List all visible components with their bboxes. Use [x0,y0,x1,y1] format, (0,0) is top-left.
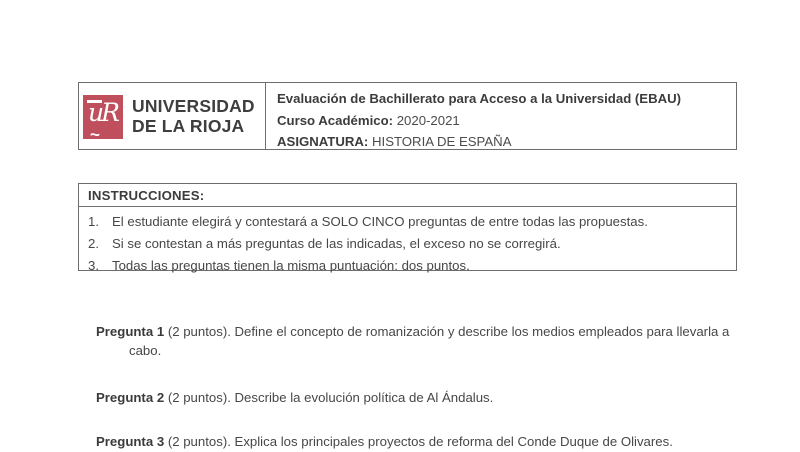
exam-header-box [78,82,737,150]
instructions-list [79,207,736,273]
question-2 [96,389,746,408]
question-text: (2 puntos). Describe la evolución política de Al Ándalus. [167,390,494,405]
question-label: Pregunta 1 [96,324,165,339]
course-label: Curso Académico: [277,112,394,128]
subject-value: HISTORIA DE ESPAÑA [372,134,512,149]
instruction-item [88,258,726,273]
instruction-item [88,214,726,229]
instructions-box [78,183,737,271]
instructions-title: INSTRUCCIONES: [79,184,736,207]
logo-tilde: ~ [90,125,98,144]
university-name [132,96,255,137]
university-name-line2: DE LA RIOJA [132,116,245,136]
instruction-text: Si se contestan a más preguntas de las indicadas, el exceso no se corregirá. [112,236,561,251]
instruction-item [88,236,726,251]
subject-line [277,131,726,153]
question-3 [96,433,746,452]
university-logo-icon [83,95,123,144]
question-text: (2 puntos). Define el concepto de romanización y describe los medios empleados para llevarla a cabo. [129,324,730,358]
exam-info [265,83,736,149]
exam-title-line [277,88,726,110]
course-line [277,110,726,132]
instruction-number: 3. [88,258,99,273]
exam-title: Evaluación de Bachillerato para Acceso a la Universidad (EBAU) [277,91,682,106]
instruction-number: 1. [88,214,99,229]
university-identity [79,83,265,149]
course-value: 2020-2021 [396,112,460,128]
instruction-text: Todas las preguntas tienen la misma puntuación: dos puntos. [112,258,470,273]
instruction-number: 2. [88,236,99,251]
question-label: Pregunta 3 [96,434,165,449]
university-name-line1: UNIVERSIDAD [132,95,255,116]
subject-label: ASIGNATURA: [277,134,369,149]
question-text: (2 puntos). Explica los principales proyectos de reforma del Conde Duque de Olivares. [167,434,673,449]
question-label: Pregunta 2 [96,390,165,405]
question-1 [96,323,746,360]
logo-letters: uR [88,98,117,127]
instruction-text: El estudiante elegirá y contestará a SOLO CINCO preguntas de entre todas las propuestas. [112,214,648,229]
